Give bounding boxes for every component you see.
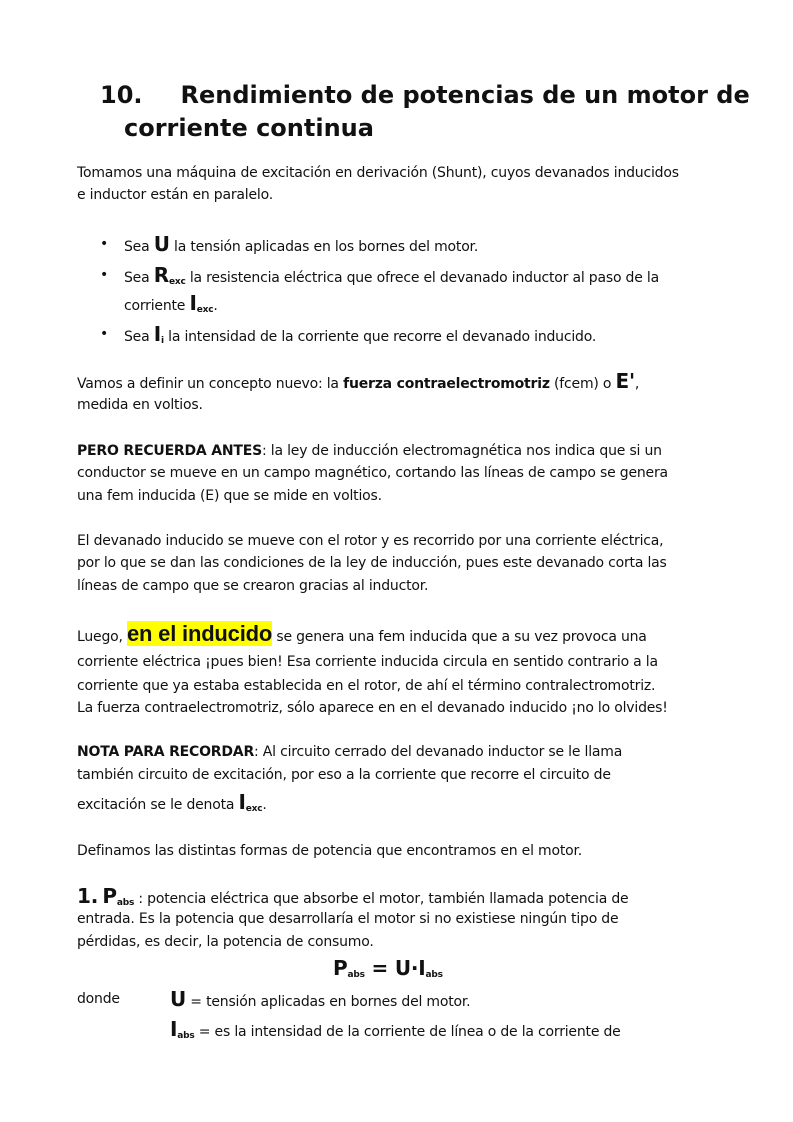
nota-line: también circuito de excitación, por eso a la corriente que recorre el circuito de — [77, 767, 611, 783]
intro-line: Tomamos una máquina de excitación en derivación (Shunt), cuyos devanados inducidos — [77, 165, 679, 181]
donde-u-line: U = tensión aplicadas en bornes del motor. — [170, 987, 471, 1011]
luego-line: corriente que ya estaba establecida en el rotor, de ahí el término contralectromotriz. — [77, 678, 656, 694]
bullet-icon: • — [100, 236, 109, 252]
item1-line: pérdidas, es decir, la potencia de consumo. — [77, 934, 374, 950]
donde-label: donde — [77, 991, 120, 1007]
luego-line: corriente eléctrica ¡pues bien! Esa corriente inducida circula en sentido contrario a la — [77, 654, 658, 670]
fcem-line: Vamos a definir un concepto nuevo: la fuerza contraelectromotriz (fcem) o E', — [77, 369, 640, 393]
bullet-item-continued: corriente $I_{exc}$. — [124, 291, 218, 315]
bullet-icon: • — [100, 326, 109, 342]
donde-i-line: $I_{abs}$ = es la intensidad de la corriente de línea o de la corriente de — [170, 1017, 621, 1041]
luego-line: La fuerza contraelectromotriz, sólo aparece en en el devanado inducido ¡no lo olvides! — [77, 700, 668, 716]
bullet-icon: • — [100, 267, 109, 283]
intro-line: e inductor están en paralelo. — [77, 187, 273, 203]
devanado-line: por lo que se dan las condiciones de la ley de inducción, pues este devanado corta las — [77, 555, 667, 571]
bullet-item: Sea U la tensión aplicadas en los bornes del motor. — [124, 232, 479, 256]
pero-line: conductor se mueve en un campo magnético, cortando las líneas de campo se genera — [77, 465, 668, 481]
item1-line: 1. $P_{abs}$ : potencia eléctrica que absorbe el motor, también llamada potencia de — [77, 884, 629, 908]
section-title-line2: corriente continua — [124, 114, 374, 142]
nota-line: excitación se le denota $I_{exc}$. — [77, 790, 267, 814]
section-title: 10. Rendimiento de potencias de un motor de — [100, 81, 750, 109]
pero-line: PERO RECUERDA ANTES: la ley de inducción electromagnética nos indica que si un — [77, 443, 662, 459]
definamos-line: Definamos las distintas formas de potencia que encontramos en el motor. — [77, 843, 583, 859]
bullet-item: Sea $I_i$ la intensidad de la corriente que recorre el devanado inducido. — [124, 322, 597, 346]
devanado-line: El devanado inducido se mueve con el rotor y es recorrido por una corriente eléctrica, — [77, 533, 664, 549]
item1-line: entrada. Es la potencia que desarrollaría el motor si no existiese ningún tipo de — [77, 911, 619, 927]
luego-line: Luego, en el inducido se genera una fem inducida que a su vez provoca una — [77, 621, 647, 646]
devanado-line: líneas de campo que se crearon gracias al inductor. — [77, 578, 429, 594]
highlighted-text: en el inducido — [127, 621, 273, 646]
nota-line: NOTA PARA RECORDAR: Al circuito cerrado del devanado inductor se le llama — [77, 744, 623, 760]
bullet-item: Sea $R_{exc}$ la resistencia eléctrica que ofrece el devanado inductor al paso de la — [124, 263, 659, 287]
formula: $P_{abs} = U\cdot I_{abs}$ — [333, 956, 443, 980]
pero-line: una fem inducida (E) que se mide en voltios. — [77, 488, 382, 504]
fcem-line: medida en voltios. — [77, 397, 203, 413]
